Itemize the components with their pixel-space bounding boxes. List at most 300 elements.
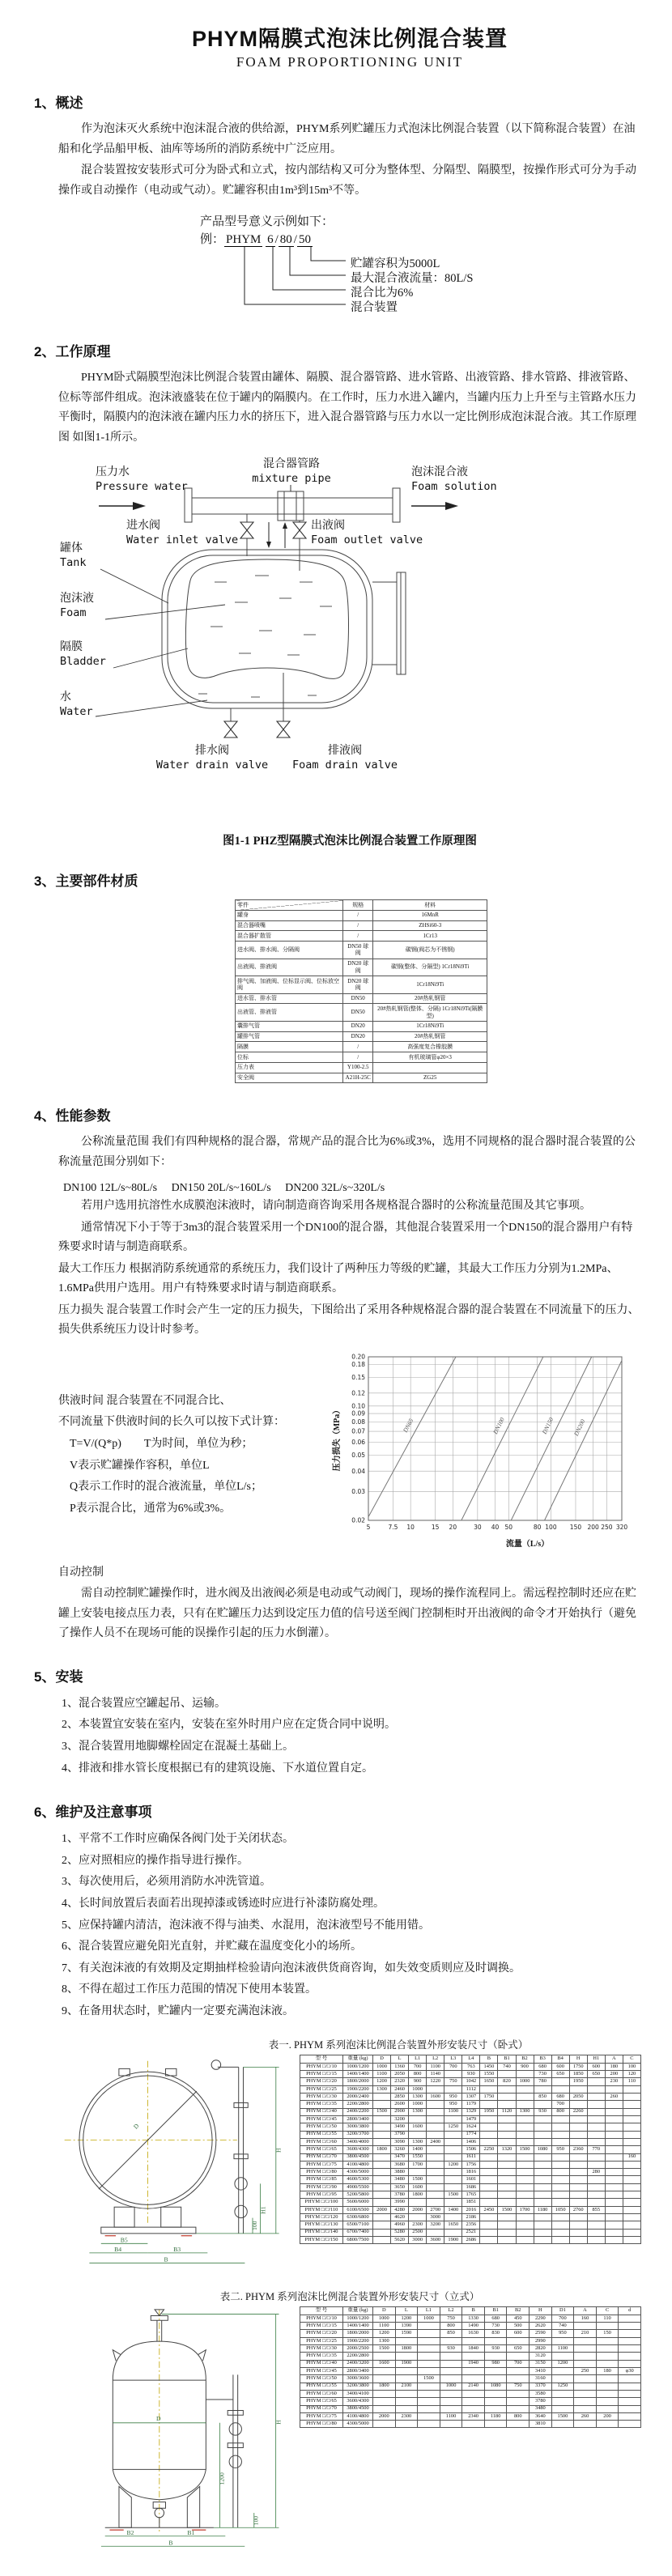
label-water-inlet-valve xyxy=(126,519,238,546)
table-cell: 1850 xyxy=(569,2071,587,2078)
table-cell: 700 xyxy=(444,2063,462,2070)
table-cell: PHYM □/□/20 xyxy=(300,2078,343,2085)
table-cell xyxy=(605,2153,623,2161)
table-cell: 1800 xyxy=(373,2383,396,2390)
supply-time-line: 供液时间 混合装置在不同混合比、 xyxy=(58,1394,232,1407)
table-cell: 3200/3800 xyxy=(343,2383,373,2390)
table-cell: 110 xyxy=(623,2078,640,2085)
table-cell: 210 xyxy=(574,2330,597,2337)
table-cell xyxy=(534,2123,551,2131)
table-cell: 650 xyxy=(507,2345,530,2353)
table-cell xyxy=(623,2123,640,2131)
svg-text:压力损失（MPa）: 压力损失（MPa） xyxy=(333,1405,342,1472)
table-cell xyxy=(418,2345,440,2353)
svg-text:30: 30 xyxy=(474,1523,482,1531)
table-cell xyxy=(605,2221,623,2229)
table-cell xyxy=(516,2094,534,2101)
table-cell: 3780 xyxy=(391,2191,409,2199)
table-cell xyxy=(623,2101,640,2108)
table-header-row xyxy=(236,900,487,911)
table-cell: 1765 xyxy=(462,2191,480,2199)
table-row xyxy=(236,1004,487,1022)
table-cell: PHYM □/□/45 xyxy=(300,2367,343,2374)
table-cell xyxy=(569,2214,587,2221)
table-row xyxy=(300,2161,641,2168)
table-cell: 763 xyxy=(462,2063,480,2070)
table-cell: 1200 xyxy=(551,2360,574,2367)
table-cell: 罐排气管 xyxy=(236,1031,343,1042)
table-cell: 2600 xyxy=(391,2101,409,2108)
table-cell xyxy=(480,2138,498,2145)
table-cell xyxy=(551,2221,569,2229)
table-cell: PHYM □/□/55 xyxy=(300,2131,343,2138)
table-cell xyxy=(484,2405,507,2412)
table-cell xyxy=(569,2115,587,2123)
table-row xyxy=(236,1042,487,1052)
table-cell: 3480 xyxy=(530,2405,552,2412)
table-cell: 200 xyxy=(596,2412,619,2420)
table-cell: PHYM □/□/100 xyxy=(300,2199,343,2206)
table-cell xyxy=(516,2071,534,2078)
table-cell: 1100 xyxy=(427,2063,444,2070)
table-cell: 1490 xyxy=(462,2323,485,2330)
table-cell: 1950 xyxy=(569,2078,587,2085)
table-cell: 1100 xyxy=(373,2323,396,2330)
table-cell xyxy=(507,2398,530,2405)
column-header: L xyxy=(395,2307,418,2315)
principle-paragraph: PHYM卧式隔膜型泡沫比例混合装置由罐体、隔膜、混合器管路、进水管路、出液管路、排水管路、排液管路、位标等部件组成。泡沫液盛装在位于罐内的隔膜内。在工作时，压力水进入罐内，当罐内压力上升至与主管路水压力平衡时，隔膜内的泡沫液在罐内压力水的挤压下，进入混合器管路与压力水以一定比例形成泡沫混合液。其工作原理图 如图1-1所示。 xyxy=(58,372,636,444)
supply-time-line: 不同流量下供液时间的长久可以按下式计算： xyxy=(58,1416,285,1429)
table-cell xyxy=(516,2115,534,2123)
table-cell xyxy=(516,2199,534,2206)
label-tank-zh: 罐体 xyxy=(60,542,83,555)
table-cell: PHYM □/□/110 xyxy=(300,2206,343,2213)
svg-text:50: 50 xyxy=(504,1523,513,1531)
table-cell: PHYM □/□/40 xyxy=(300,2108,343,2115)
table-row xyxy=(300,2345,641,2353)
table-cell: 1650 xyxy=(444,2221,462,2229)
column-header: 重量 (kg) xyxy=(343,2307,373,2315)
table-cell xyxy=(534,2236,551,2243)
table-cell xyxy=(507,2390,530,2397)
table-cell: 1042 xyxy=(462,2078,480,2085)
table-cell: PHYM □/□/60 xyxy=(300,2138,343,2145)
table-cell xyxy=(480,2236,498,2243)
table-cell: PHYM □/□/90 xyxy=(300,2183,343,2191)
table-cell: 位标 xyxy=(236,1052,343,1063)
table-cell xyxy=(395,2398,418,2405)
model-token: 80 xyxy=(279,233,292,246)
table-cell: 730 xyxy=(484,2323,507,2330)
table-cell: 隔膜 xyxy=(236,1042,343,1052)
table-cell xyxy=(440,2398,462,2405)
page-title: PHYM隔膜式泡沫比例混合装置 xyxy=(191,27,508,51)
table-row xyxy=(300,2101,641,2108)
table-cell xyxy=(534,2221,551,2229)
table-cell xyxy=(551,2390,574,2397)
table-cell: 260 xyxy=(605,2094,623,2101)
table-cell xyxy=(551,2183,569,2191)
table-cell xyxy=(480,2085,498,2093)
table-row xyxy=(300,2123,641,2131)
svg-text:0.02: 0.02 xyxy=(351,1516,365,1524)
table-cell: 180 xyxy=(605,2063,623,2070)
model-intro: 产品型号意义示例如下： xyxy=(200,215,334,228)
table-cell xyxy=(507,2353,530,2360)
pressure-loss-chart-svg xyxy=(330,1349,633,1553)
table-cell xyxy=(551,2214,569,2221)
table-cell xyxy=(373,2161,391,2168)
table-cell: PHYM □/□/75 xyxy=(300,2161,343,2168)
table-cell xyxy=(444,2131,462,2138)
table-cell: 800 xyxy=(551,2108,569,2115)
table-cell: PHYM □/□/10 xyxy=(300,2315,343,2322)
table-cell: 1624 xyxy=(462,2123,480,2131)
table-cell xyxy=(587,2183,605,2191)
table-cell xyxy=(587,2199,605,2206)
table-cell: 1816 xyxy=(462,2169,480,2176)
table-cell: 2760 xyxy=(569,2206,587,2213)
table-row xyxy=(236,1073,487,1083)
table-cell: 930 xyxy=(440,2345,462,2353)
table-cell xyxy=(623,2094,640,2101)
list-item: 1、平常不工作时应确保各阀门处于关闭状态。 xyxy=(62,1833,294,1846)
table-row xyxy=(300,2375,641,2383)
table-row xyxy=(300,2108,641,2115)
table-cell xyxy=(623,2161,640,2168)
label-water-inlet-valve-en: Water inlet valve xyxy=(126,533,239,546)
table-cell: 1500 xyxy=(373,2345,396,2353)
table-cell: PHYM □/□/150 xyxy=(300,2236,343,2243)
table-cell: DN20 xyxy=(343,1021,373,1031)
table-cell: 1000 xyxy=(373,2063,391,2070)
table-cell xyxy=(619,2315,641,2322)
table-cell: 930 xyxy=(462,2071,480,2078)
table-cell xyxy=(373,2153,391,2161)
table-cell: 3000/3800 xyxy=(343,2123,373,2131)
table-cell xyxy=(373,2375,396,2383)
model-callout: 混合比为6% xyxy=(351,287,414,300)
svg-text:40: 40 xyxy=(491,1523,500,1531)
label-bladder-en: Bladder xyxy=(60,654,106,668)
table-cell xyxy=(605,2108,623,2115)
table-cell: 2356 xyxy=(462,2221,480,2229)
table-cell: 2000 xyxy=(373,2206,391,2213)
table-cell xyxy=(596,2323,619,2330)
table-cell: 1950 xyxy=(480,2108,498,2115)
label-foam-drain-valve-zh: 排液阀 xyxy=(328,745,362,757)
table-cell xyxy=(498,2153,516,2161)
svg-text:0.09: 0.09 xyxy=(351,1409,365,1418)
table-cell: PHYM □/□/80 xyxy=(300,2421,343,2428)
table-row xyxy=(300,2221,641,2229)
table-cell xyxy=(498,2138,516,2145)
table-cell xyxy=(534,2229,551,2236)
table-cell: 3600/4300 xyxy=(343,2146,373,2153)
table-cell: 1390 xyxy=(395,2323,418,2330)
svg-text:0.10: 0.10 xyxy=(351,1402,365,1410)
list-item: 2、本装置宜安装在室内，安装在室外时用户应在定货合同中说明。 xyxy=(62,1719,396,1732)
table-cell: 2686 xyxy=(462,2236,480,2243)
table-cell: 1756 xyxy=(462,2161,480,2168)
svg-text:0.08: 0.08 xyxy=(351,1418,365,1426)
table-cell: DN50 球阀 xyxy=(343,942,373,959)
table-cell: 出液阀、排液阀 xyxy=(236,959,343,976)
table-cell xyxy=(551,2405,574,2412)
table-cell xyxy=(418,2323,440,2330)
table-cell: PHYM □/□/25 xyxy=(300,2337,343,2344)
table-cell xyxy=(596,2360,619,2367)
table-cell xyxy=(480,2191,498,2199)
table1 xyxy=(300,2055,641,2244)
table-cell: 3600 xyxy=(427,2236,444,2243)
table-cell: 680 xyxy=(534,2063,551,2070)
table-cell: 混合器喷嘴 xyxy=(236,920,343,931)
dim-label-b3: B3 xyxy=(173,2246,181,2254)
table-cell xyxy=(427,2146,444,2153)
table-cell xyxy=(373,2115,391,2123)
table-cell xyxy=(418,2330,440,2337)
svg-text:DN200: DN200 xyxy=(572,1418,587,1437)
table-cell: 1400 xyxy=(444,2206,462,2213)
table-cell xyxy=(427,2085,444,2093)
table-cell xyxy=(480,2161,498,2168)
table-cell: PHYM □/□/10 xyxy=(300,2063,343,2070)
table-cell: 3780 xyxy=(530,2398,552,2405)
table-cell: 1600 xyxy=(373,2360,396,2367)
table-cell: 800 xyxy=(409,2071,427,2078)
model-token: 50 xyxy=(298,233,311,246)
table1-block xyxy=(58,2055,641,2274)
table-cell: 1500 xyxy=(551,2412,574,2420)
table-cell xyxy=(587,2131,605,2138)
table-cell: A21H-25C xyxy=(343,1073,373,1083)
table-cell: PHYM □/□/30 xyxy=(300,2345,343,2353)
table1-container xyxy=(300,2055,641,2244)
table-cell xyxy=(516,2123,534,2131)
table-cell: 680 xyxy=(484,2315,507,2322)
table-cell xyxy=(498,2236,516,2243)
table-row xyxy=(300,2383,641,2390)
column-header: D xyxy=(373,2055,391,2063)
table-cell xyxy=(623,2146,640,2153)
table-cell: 2140 xyxy=(462,2383,485,2390)
table-row xyxy=(300,2405,641,2412)
table-cell xyxy=(534,2199,551,2206)
table2-caption: 表二. PHYM 系列泡沫比例混合装置外形安装尺寸（立式） xyxy=(219,2291,480,2303)
table-cell: 830 xyxy=(484,2330,507,2337)
table-row xyxy=(300,2078,641,2085)
table-cell xyxy=(587,2161,605,2168)
table-cell: 4280 xyxy=(391,2206,409,2213)
table-cell: 5620 xyxy=(391,2236,409,2243)
table-row xyxy=(300,2236,641,2243)
table-cell: 3370 xyxy=(530,2383,552,2390)
supply-time-line: V表示贮罐操作容积，单位L xyxy=(70,1459,210,1472)
table-cell: 1Cr13 xyxy=(373,931,487,942)
table-cell: 2800/3400 xyxy=(343,2367,373,2374)
table-cell: 1800 xyxy=(409,2191,427,2199)
table-cell xyxy=(623,2236,640,2243)
table-cell xyxy=(498,2199,516,2206)
column-header: L xyxy=(391,2055,409,2063)
table-cell xyxy=(516,2214,534,2221)
table-cell: 4900/5500 xyxy=(343,2183,373,2191)
dim-label-1200: 1200 xyxy=(218,2472,226,2485)
column-header: L4 xyxy=(462,2055,480,2063)
table-cell: 730 xyxy=(534,2071,551,2078)
table-cell xyxy=(395,2367,418,2374)
table-cell: 2000/2500 xyxy=(343,2345,373,2353)
table-cell xyxy=(596,2398,619,2405)
model-separator: / xyxy=(274,233,279,246)
table-cell: 1300 xyxy=(373,2337,396,2344)
section-heading-overview: 1、概述 xyxy=(34,96,83,111)
table-cell xyxy=(596,2375,619,2383)
table-cell xyxy=(623,2183,640,2191)
table-cell: 100 xyxy=(623,2063,640,2070)
label-foam-drain-valve-en: Foam drain valve xyxy=(291,758,398,772)
table-cell: 1180 xyxy=(484,2412,507,2420)
table-cell xyxy=(484,2375,507,2383)
dim-label-b1: B1 xyxy=(187,2529,195,2537)
table-cell xyxy=(574,2375,597,2383)
table-row xyxy=(300,2398,641,2405)
table-cell xyxy=(498,2094,516,2101)
table-cell xyxy=(587,2085,605,2093)
table-cell xyxy=(516,2191,534,2199)
table-cell xyxy=(516,2236,534,2243)
performance-loss-paragraph: 压力损失 混合装置工作时会产生一定的压力损失，下图给出了采用各种规格混合器的混合装置在不同流量下的压力、损失供系统压力设计时参考。 xyxy=(58,1303,640,1337)
table-cell: PHYM □/□/40 xyxy=(300,2360,343,2367)
table-cell xyxy=(551,2421,574,2428)
table-cell xyxy=(551,2169,569,2176)
table-cell xyxy=(395,2421,418,2428)
table-cell xyxy=(574,2323,597,2330)
table-cell xyxy=(587,2078,605,2085)
table-cell: 2260 xyxy=(569,2108,587,2115)
section-heading-performance: 4、性能参数 xyxy=(34,1108,111,1124)
svg-text:250: 250 xyxy=(601,1523,613,1531)
table-cell xyxy=(427,2153,444,2161)
table-cell xyxy=(619,2330,641,2337)
vertical-tank-drawing xyxy=(58,2306,295,2555)
table-cell: 1750 xyxy=(569,2063,587,2070)
table-cell: 1120 xyxy=(498,2108,516,2115)
section-heading-maintenance: 6、维护及注意事项 xyxy=(34,1804,152,1821)
table-cell: 2300 xyxy=(409,2221,427,2229)
table-cell xyxy=(373,2353,396,2360)
table-row xyxy=(300,2085,641,2093)
svg-text:DN100: DN100 xyxy=(491,1416,506,1435)
supply-time-line: Q表示工作时的混合液流量，单位L/s； xyxy=(70,1481,262,1494)
table-cell xyxy=(418,2360,440,2367)
table-cell: 16MnR xyxy=(373,910,487,920)
table-cell xyxy=(373,2421,396,2428)
svg-text:5: 5 xyxy=(366,1523,371,1531)
table-cell: 1000 xyxy=(516,2078,534,2085)
table-cell xyxy=(569,2138,587,2145)
table-cell xyxy=(596,2390,619,2397)
table-cell: 1200 xyxy=(395,2315,418,2322)
table-cell: 1100 xyxy=(444,2108,462,2115)
table-cell: 2590 xyxy=(530,2330,552,2337)
table-cell xyxy=(551,2123,569,2131)
table-cell: 5200/5800 xyxy=(343,2191,373,2199)
table-cell: 4600/5300 xyxy=(343,2176,373,2183)
table-cell: 3200/3700 xyxy=(343,2131,373,2138)
table-cell xyxy=(516,2138,534,2145)
table-cell: 1686 xyxy=(462,2183,480,2191)
table-cell: 混合器扩散管 xyxy=(236,931,343,942)
column-header: L2 xyxy=(427,2055,444,2063)
table-cell: 2850 xyxy=(391,2094,409,2101)
table-row xyxy=(236,931,487,942)
table-cell xyxy=(619,2323,641,2330)
flow-arrow-in xyxy=(133,502,146,510)
svg-text:DN150: DN150 xyxy=(540,1416,555,1435)
table-cell: 600 xyxy=(507,2330,530,2337)
table-cell xyxy=(596,2383,619,2390)
table-cell xyxy=(551,2367,574,2374)
svg-text:0.12: 0.12 xyxy=(351,1389,365,1397)
table-cell: 5600/6000 xyxy=(343,2199,373,2206)
table-cell: 2050 xyxy=(569,2094,587,2101)
table-row xyxy=(300,2191,641,2199)
table-cell xyxy=(534,2191,551,2199)
table-cell xyxy=(534,2161,551,2168)
table-cell xyxy=(569,2153,587,2161)
table-cell xyxy=(480,2214,498,2221)
table-cell xyxy=(444,2071,462,2078)
column-header: 规格 xyxy=(343,900,373,911)
table-cell: 1506 xyxy=(462,2146,480,2153)
list-item: 9、在备用状态时，贮罐内一定要充满泡沫液。 xyxy=(62,2004,294,2017)
table-cell xyxy=(619,2345,641,2353)
dim-label-b: B xyxy=(168,2539,173,2547)
table-cell: 650 xyxy=(587,2071,605,2078)
table-cell: 3000 xyxy=(409,2236,427,2243)
table-cell: PHYM □/□/15 xyxy=(300,2323,343,2330)
table-cell xyxy=(516,2183,534,2191)
table-row xyxy=(300,2330,641,2337)
table-cell: 1Cr18Ni9Ti xyxy=(373,976,487,994)
data-table xyxy=(235,899,487,1083)
table-cell xyxy=(480,2176,498,2183)
column-header: B2 xyxy=(516,2055,534,2063)
table-cell: 950 xyxy=(551,2330,574,2337)
table-cell: 180 xyxy=(596,2367,619,2374)
list-item: 5、应保持罐内清洁，泡沫液不得与油类、水混用，泡沫液型号不能用错。 xyxy=(62,1919,430,1932)
table-cell xyxy=(619,2390,641,2397)
table-cell: DN20 xyxy=(343,1031,373,1042)
table-cell: 2460 xyxy=(391,2085,409,2093)
table-cell xyxy=(427,2115,444,2123)
table-cell: 6500/7100 xyxy=(343,2221,373,2229)
dim-label-100: 100 xyxy=(252,2516,260,2526)
label-foam-solution-en: Foam solution xyxy=(411,479,497,493)
table-cell: 740 xyxy=(498,2063,516,2070)
table-cell xyxy=(623,2229,640,2236)
model-token: 6 xyxy=(267,233,274,246)
table-cell xyxy=(605,2161,623,2168)
table-cell xyxy=(551,2375,574,2383)
svg-text:0.18: 0.18 xyxy=(351,1360,365,1368)
table-cell: 700 xyxy=(409,2063,427,2070)
column-header: L1 xyxy=(409,2055,427,2063)
table-cell xyxy=(480,2101,498,2108)
label-bladder xyxy=(60,640,106,668)
